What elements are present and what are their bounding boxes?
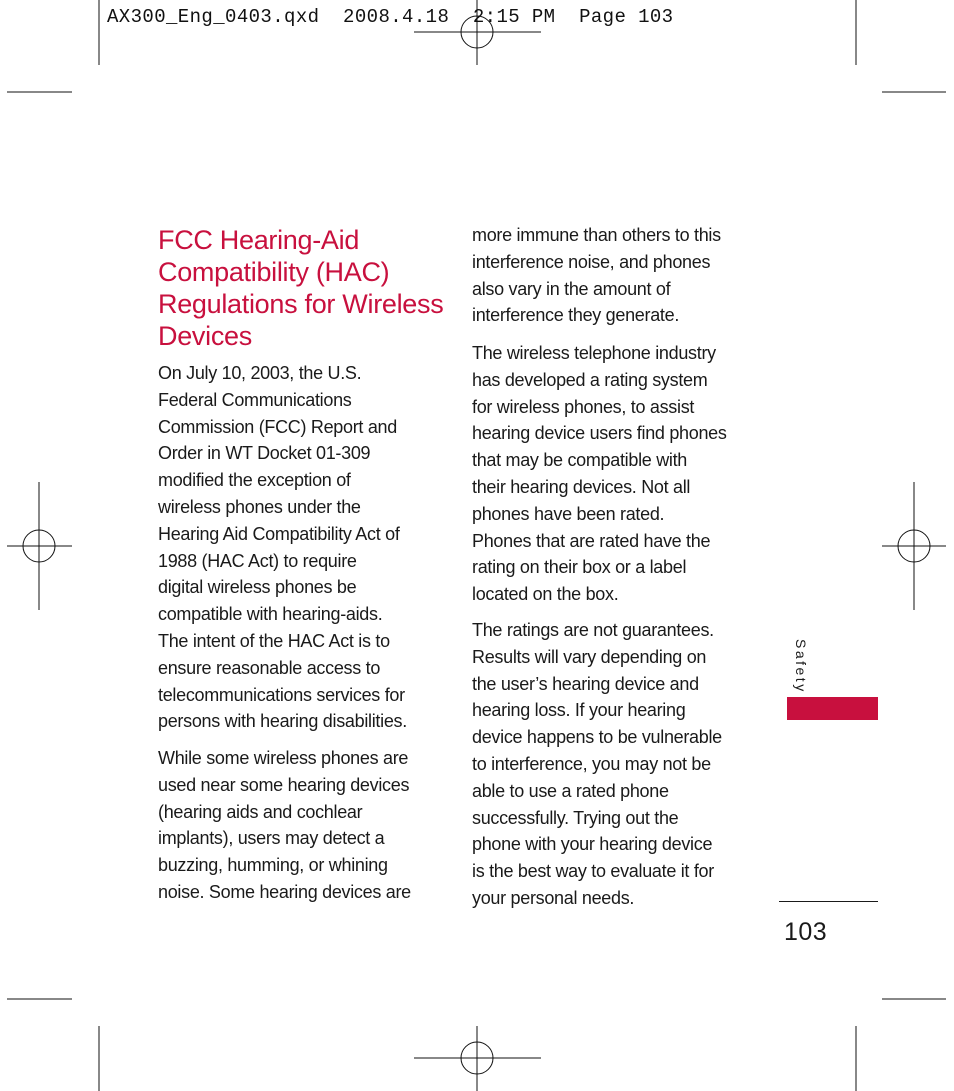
registration-mark-right (882, 482, 946, 610)
print-slug-line: AX300_Eng_0403.qxd 2008.4.18 2:15 PM Page 103 (107, 6, 674, 28)
section-tab-label: Safety (793, 639, 809, 694)
registration-mark-bottom (414, 1026, 541, 1091)
section-tab-bar (787, 697, 878, 720)
registration-mark-left (7, 482, 72, 610)
body-paragraph: The ratings are not guarantees. Results will vary depending on the user’s hearing device and hearing loss. If your hearing device happens to be vulnerable to interference, you may not be able to use a rated phone successfully. Trying out the phone with your hearing device is the best way to evaluate it for your personal needs. (472, 620, 722, 908)
body-paragraph: On July 10, 2003, the U.S. Federal Communications Commission (FCC) Report and Order in WT Docket 01-309 modified the exception of wireless phones under the Hearing Aid Compatibility Act of 1988 (HAC Act) to require digital wireless phones be compatible with hearing-aids. The intent of the HAC Act is to ensure reasonable access to telecommunications services for persons with hearing disabilities. (158, 363, 407, 732)
section-title: FCC Hearing-Aid Compatibility (HAC) Regulations for Wireless Devices (158, 225, 444, 351)
body-paragraph: more immune than others to this interference noise, and phones also vary in the amount of interference they generate. (472, 225, 721, 326)
page-number-rule (779, 901, 878, 902)
registration-mark-top (414, 0, 541, 65)
body-paragraph: While some wireless phones are used near some hearing devices (hearing aids and cochlear implants), users may detect a buzzing, humming, or whining noise. Some hearing devices are (158, 748, 411, 902)
page-number: 103 (784, 918, 828, 946)
body-paragraph: The wireless telephone industry has developed a rating system for wireless phones, to assist hearing device users find phones that may be compatible with their hearing devices. Not all phones have been rated. Phones that are rated have the rating on their box or a label located on the box. (472, 343, 727, 605)
